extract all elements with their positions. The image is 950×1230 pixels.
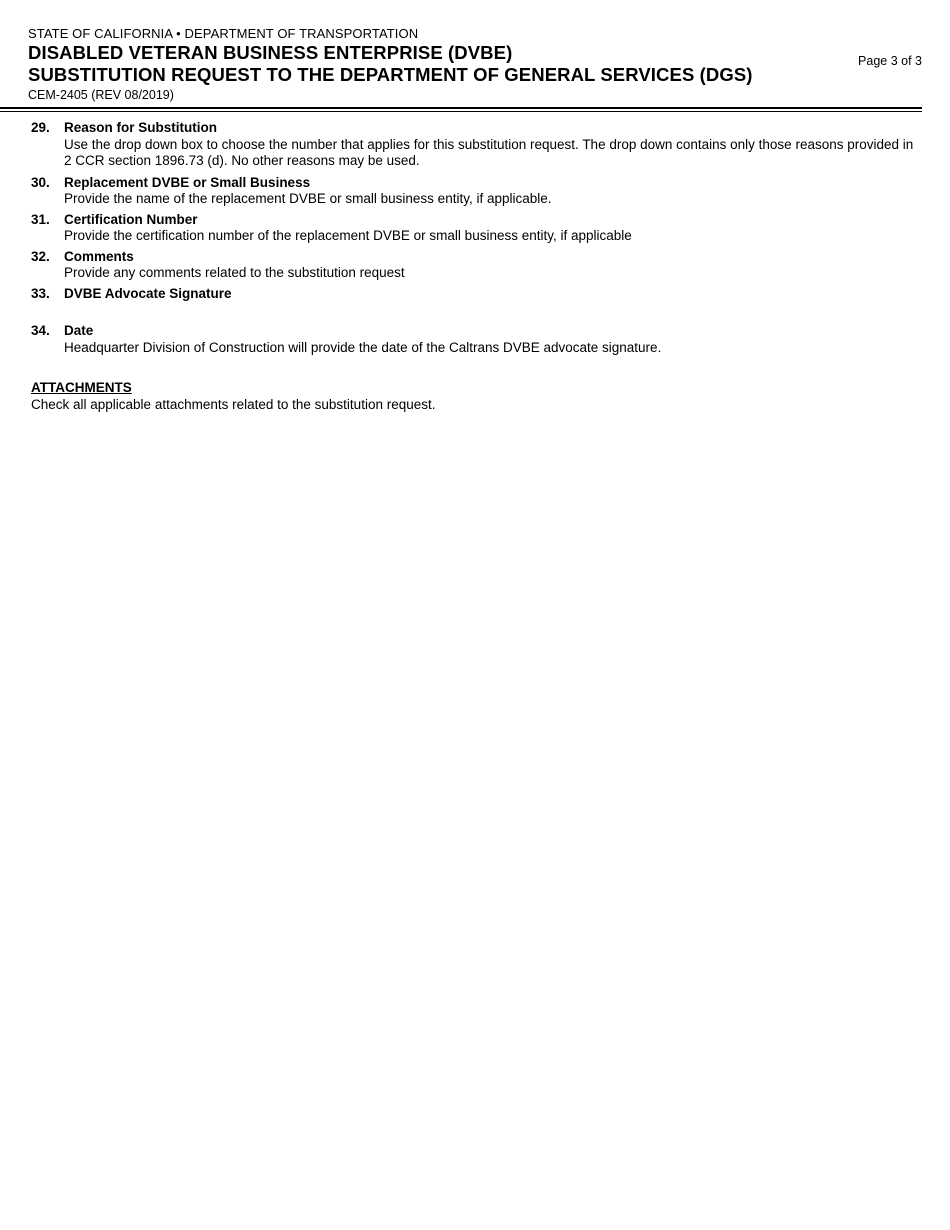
item-number: 34. bbox=[31, 323, 50, 338]
instruction-item-29 bbox=[31, 120, 921, 170]
item-number: 32. bbox=[31, 248, 50, 264]
form-number: CEM-2405 (REV 08/2019) bbox=[28, 88, 174, 102]
item-title: DVBE Advocate Signature bbox=[64, 285, 232, 301]
item-description: Provide the name of the replacement DVBE or small business entity, if applicable. bbox=[64, 191, 552, 206]
item-number: 33. bbox=[31, 285, 50, 301]
instruction-item-32 bbox=[31, 249, 921, 282]
item-title: Replacement DVBE or Small Business bbox=[64, 174, 311, 190]
instruction-item-30 bbox=[31, 175, 921, 208]
attachments-description: Check all applicable attachments related to the substitution request. bbox=[31, 396, 436, 412]
agency-line: STATE OF CALIFORNIA • DEPARTMENT OF TRANSPORTATION bbox=[28, 26, 419, 41]
item-description: Provide the certification number of the replacement DVBE or small business entity, if applicable bbox=[64, 228, 632, 243]
header-divider-thin bbox=[0, 111, 922, 112]
item-number: 31. bbox=[31, 211, 50, 227]
item-number: 29. bbox=[31, 120, 50, 135]
header-divider-thick bbox=[0, 107, 922, 109]
item-description: Provide any comments related to the substitution request bbox=[64, 265, 405, 280]
form-header bbox=[28, 26, 938, 104]
attachments-heading: ATTACHMENTS bbox=[31, 380, 132, 395]
instruction-item-31 bbox=[31, 212, 921, 245]
form-title-line-1: DISABLED VETERAN BUSINESS ENTERPRISE (DVBE) bbox=[28, 42, 513, 63]
page-number: Page 3 of 3 bbox=[858, 54, 922, 68]
attachments-section bbox=[31, 380, 921, 413]
item-title: Comments bbox=[64, 248, 134, 264]
item-title: Date bbox=[64, 323, 94, 338]
item-title: Certification Number bbox=[64, 211, 198, 227]
item-title: Reason for Substitution bbox=[64, 120, 217, 135]
item-number: 30. bbox=[31, 174, 50, 190]
instruction-list bbox=[31, 120, 921, 356]
item-description: Headquarter Division of Construction will provide the date of the Caltrans DVBE advocate signature. bbox=[64, 339, 662, 355]
instruction-item-33 bbox=[31, 286, 921, 303]
instruction-item-34 bbox=[31, 323, 921, 356]
form-title-line-2: SUBSTITUTION REQUEST TO THE DEPARTMENT OF GENERAL SERVICES (DGS) bbox=[28, 64, 753, 85]
item-description: Use the drop down box to choose the number that applies for this substitution request. The drop down contains only those reasons provided in 2 CCR section 1896.73 (d). No other reasons may be used. bbox=[64, 136, 914, 168]
